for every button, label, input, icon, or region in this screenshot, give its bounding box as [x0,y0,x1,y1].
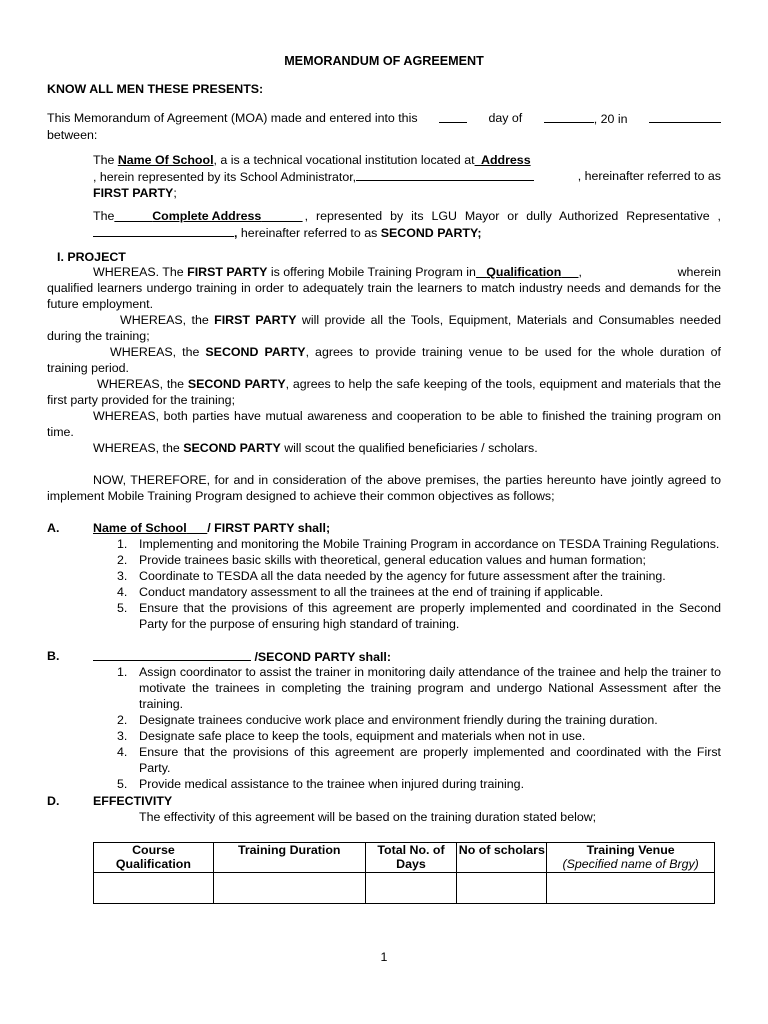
list-item: 1. Implementing and monitoring the Mobile Training Program in accordance on TESDA Training Regulations. [117,537,720,551]
effectivity-heading: EFFECTIVITY [93,794,173,808]
second-party-text-b: , represented by its LGU Mayor or dully Authorized Representative , [304,209,721,223]
whereas-4: WHEREAS, the SECOND PARTY, agrees to help the safe keeping of the tools, equipment and materials that the first party provided for the training; [47,377,721,407]
intro-text-a: This Memorandum of Agreement (MOA) made and entered into this [47,111,418,125]
table-header-row [94,843,715,873]
header-total-days: Total No. of Days [365,843,457,873]
second-party-paragraph: The Complete Address , represented by its LGU Mayor or dully Authorized Representative , , hereinafter referred to as SECOND PARTY; [93,209,721,240]
list-item: 5. Ensure that the provisions of this agreement are properly implemented and coordinated in the Second Party for the purpose of ensuring high standard of training. [117,601,721,631]
whereas-1: WHEREAS. The FIRST PARTY is offering Mobile Training Program in Qualification , wherein qualified learners undergo training in order to adequately train the learners to match industry needs and demands for the future employment. [47,265,721,311]
day-blank[interactable] [439,110,467,123]
header-no-of-scholars: No of scholars [457,843,547,873]
complete-address-field[interactable]: Complete Address [152,209,262,223]
second-party-text-c: hereinafter referred to as [240,226,378,240]
project-heading: I. PROJECT [57,250,126,264]
first-party-text-a: The [93,153,115,167]
know-all-heading: KNOW ALL MEN THESE PRESENTS: [47,82,264,96]
whereas-5: WHEREAS, both parties have mutual awareness and cooperation to be able to finished the training program on time. [47,409,721,439]
place-blank[interactable] [649,110,721,123]
first-party-paragraph: The Name Of School, a is a technical vocational institution located at Address , herein represented by its School Administrator, , hereinafter referred to as FIRST PARTY; [93,153,721,200]
section-a-school-field[interactable]: Name of School [93,521,187,535]
section-d-letter: D. [47,794,60,808]
list-item: 1. Assign coordinator to assist the trainer in monitoring daily attendance of the trainee and help the trainer to motivate the trainees in completing the training program and undergo National Assessment after the training. [117,665,721,711]
list-item: 5. Provide medical assistance to the trainee when injured during training. [117,777,525,791]
list-item: 2. Designate trainees conducive work place and environment friendly during the training duration. [117,713,658,727]
qualification-field[interactable]: Qualification [486,265,562,279]
section-b-list [117,664,721,792]
list-item: 4. Ensure that the provisions of this agreement are properly implemented and coordinated with the First Party. [117,745,721,775]
whereas-3: WHEREAS, the SECOND PARTY, agrees to provide training venue to be used for the whole duration of training period. [47,345,722,375]
header-training-duration: Training Duration [213,843,365,873]
second-party-label: SECOND PARTY; [380,226,482,240]
cell-course-qualification[interactable] [94,873,214,904]
document-title: MEMORANDUM OF AGREEMENT [284,54,484,68]
header-course-qualification: Course Qualification [94,843,214,873]
section-a-list [117,536,721,632]
header-training-venue: Training Venue (Specified name of Brgy) [547,843,715,873]
section-a-letter: A. [47,521,60,535]
section-a-heading: Name of School / FIRST PARTY shall; [93,521,331,535]
section-b-heading: /SECOND PARTY shall: [93,648,391,665]
month-blank[interactable] [544,110,594,123]
cell-total-days[interactable] [365,873,457,904]
first-party-label: FIRST PARTY [93,186,174,200]
intro-paragraph [47,110,721,143]
list-item: 2. Provide trainees basic skills with theoretical, general education values and human formation; [117,553,646,567]
now-therefore-paragraph: NOW, THEREFORE, for and in consideration of the above premises, the parties hereunto have jointly agreed to implement Mobile Training Program designed to achieve their common objectives as follows; [47,473,721,503]
first-party-text-d: , hereinafter referred to as [577,169,721,183]
first-party-text-b: , a is a technical vocational institution located at [213,153,475,167]
list-item: 3. Coordinate to TESDA all the data needed by the agency for future assessment after the training. [117,569,666,583]
intro-text-c: , 20 in [593,112,628,126]
school-name-field[interactable]: Name Of School [117,153,214,167]
page-number: 1 [380,950,388,964]
section-b-party-blank[interactable] [93,648,251,661]
training-table [93,842,715,904]
cell-training-venue[interactable] [547,873,715,904]
intro-text-b: day of [488,111,523,125]
effectivity-text: The effectivity of this agreement will be based on the training duration stated below; [139,810,597,824]
administrator-blank[interactable] [356,168,534,181]
intro-text-d: between: [47,128,98,142]
whereas-2: WHEREAS, the FIRST PARTY will provide all the Tools, Equipment, Materials and Consumables needed during the training; [47,313,721,343]
cell-no-of-scholars[interactable] [457,873,547,904]
address-field[interactable]: Address [481,153,531,167]
second-party-text-a: The [93,209,115,223]
list-item: 4. Conduct mandatory assessment to all the trainees at the end of training if applicable. [117,585,604,599]
table-row [94,873,715,904]
first-party-text-c: , herein represented by its School Administrator, [93,170,357,184]
whereas-6: WHEREAS, the SECOND PARTY will scout the qualified beneficiaries / scholars. [93,441,538,455]
section-b-letter: B. [47,649,60,663]
representative-blank[interactable] [93,224,234,237]
cell-training-duration[interactable] [213,873,365,904]
list-item: 3. Designate safe place to keep the tools, equipment and materials when not in use. [117,729,586,743]
